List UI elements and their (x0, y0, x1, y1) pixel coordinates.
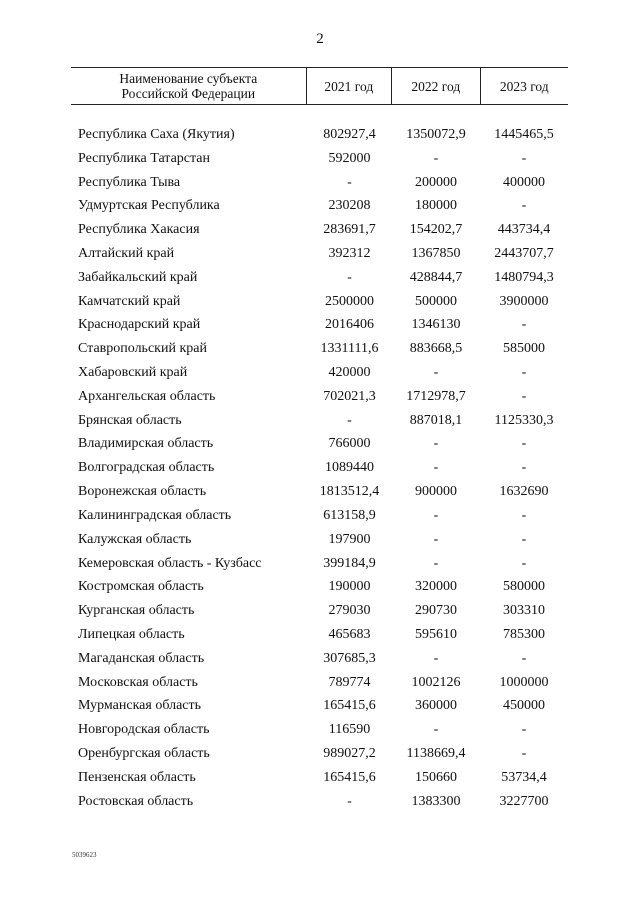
value-2023-cell: 785300 (503, 626, 545, 642)
value-2022-cell: - (433, 365, 439, 381)
table-body (71, 123, 568, 814)
value-2021-cell: 613158,9 (323, 507, 376, 523)
region-name-cell: Калужская область (78, 531, 192, 547)
table-row (71, 409, 568, 433)
value-2023-cell: 303310 (503, 603, 545, 619)
value-2023-cell: 1445465,5 (494, 126, 554, 142)
value-2023-cell: - (521, 746, 527, 762)
value-2021-cell: 230208 (328, 198, 371, 214)
value-2021-cell: 197900 (328, 531, 371, 547)
document-code: 5039623 (72, 851, 97, 859)
table-row (71, 433, 568, 457)
value-2022-cell: 1350072,9 (406, 126, 466, 142)
region-name-cell: Ростовская область (78, 793, 194, 809)
value-2021-cell: 1331111,6 (320, 341, 379, 357)
value-2021-cell: 592000 (328, 150, 371, 166)
value-2023-cell: 1480794,3 (494, 269, 554, 285)
value-2023-cell: 400000 (503, 174, 545, 190)
table-header (71, 67, 568, 105)
value-2021-cell: 789774 (328, 674, 371, 690)
value-2021-cell: 2500000 (325, 293, 374, 309)
funding-table (71, 67, 568, 814)
value-2023-cell: - (521, 150, 527, 166)
region-name-cell: Владимирская область (78, 436, 214, 452)
value-2023-cell: 2443707,7 (494, 245, 554, 261)
value-2023-cell: 53734,4 (501, 769, 547, 785)
table-row (71, 647, 568, 671)
table-row (71, 242, 568, 266)
value-2021-cell: 802927,4 (323, 126, 376, 142)
region-name-cell: Камчатский край (78, 293, 181, 309)
region-name-cell: Ставропольский край (78, 341, 207, 357)
value-2021-cell: 190000 (328, 579, 371, 595)
table-row (71, 194, 568, 218)
value-2023-cell: - (521, 198, 527, 214)
value-2023-cell: - (521, 650, 527, 666)
value-2023-cell: - (521, 365, 527, 381)
value-2023-cell: 1125330,3 (494, 412, 554, 428)
value-2022-cell: 1367850 (411, 245, 461, 261)
value-2023-cell: 3900000 (499, 293, 549, 309)
value-2021-cell: 307685,3 (323, 650, 376, 666)
value-2021-cell: - (347, 793, 352, 809)
region-name-cell: Архангельская область (78, 388, 216, 404)
region-name-cell: Курганская область (78, 603, 195, 619)
table-row (71, 790, 568, 814)
table-row (71, 218, 568, 242)
table-row (71, 575, 568, 599)
region-name-cell: Забайкальский край (78, 269, 198, 285)
region-name-cell: Республика Татарстан (78, 150, 211, 166)
value-2022-cell: 900000 (415, 484, 457, 500)
value-2021-cell: 279030 (328, 603, 371, 619)
region-name-cell: Брянская область (78, 412, 182, 428)
table-row (71, 385, 568, 409)
value-2021-cell: - (347, 412, 352, 428)
region-name-cell: Мурманская область (78, 698, 202, 714)
region-name-cell: Волгоградская область (78, 460, 215, 476)
value-2023-cell: 1632690 (499, 484, 549, 500)
region-name-cell: Новгородская область (78, 722, 210, 738)
value-2021-cell: 165415,6 (323, 698, 376, 714)
value-2021-cell: 989027,2 (323, 746, 376, 762)
value-2022-cell: - (433, 507, 439, 523)
region-name-cell: Калининградская область (78, 507, 232, 523)
value-2021-cell: 116590 (328, 722, 371, 738)
value-2022-cell: - (433, 460, 439, 476)
value-2023-cell: - (521, 460, 527, 476)
value-2022-cell: - (433, 436, 439, 452)
table-row (71, 123, 568, 147)
header-year-2022: 2022 год (391, 68, 479, 104)
value-2021-cell: 702021,3 (323, 388, 376, 404)
value-2021-cell: 1813512,4 (319, 484, 380, 500)
value-2022-cell: 887018,1 (409, 412, 463, 428)
value-2021-cell: - (347, 269, 352, 285)
table-row (71, 480, 568, 504)
value-2023-cell: 580000 (503, 579, 545, 595)
value-2023-cell: - (521, 436, 527, 452)
region-name-cell: Пензенская область (78, 769, 196, 785)
value-2022-cell: - (433, 150, 439, 166)
region-name-cell: Алтайский край (78, 245, 175, 261)
table-row (71, 361, 568, 385)
value-2022-cell: 154202,7 (409, 222, 463, 238)
table-row (71, 147, 568, 171)
region-name-cell: Кемеровская область - Кузбасс (78, 555, 262, 571)
value-2021-cell: 283691,7 (323, 222, 376, 238)
value-2022-cell: 360000 (415, 698, 457, 714)
value-2022-cell: 595610 (415, 626, 457, 642)
table-row (71, 671, 568, 695)
region-name-cell: Хабаровский край (78, 365, 188, 381)
value-2022-cell: 150660 (415, 769, 457, 785)
value-2023-cell: 1000000 (499, 674, 549, 690)
value-2023-cell: - (521, 507, 527, 523)
value-2022-cell: 200000 (415, 174, 457, 190)
region-name-cell: Республика Хакасия (78, 222, 200, 238)
region-name-cell: Удмуртская Республика (78, 198, 220, 214)
value-2022-cell: 1138669,4 (406, 746, 466, 762)
value-2021-cell: 465683 (328, 626, 371, 642)
table-row (71, 290, 568, 314)
value-2022-cell: 290730 (415, 603, 457, 619)
value-2023-cell: 3227700 (499, 793, 549, 809)
table-row (71, 171, 568, 195)
value-2023-cell: - (521, 388, 527, 404)
value-2023-cell: - (521, 531, 527, 547)
value-2022-cell: - (433, 650, 439, 666)
table-row (71, 695, 568, 719)
value-2021-cell: 165415,6 (323, 769, 376, 785)
value-2021-cell: 392312 (328, 245, 371, 261)
table-row (71, 718, 568, 742)
value-2022-cell: 883668,5 (409, 341, 463, 357)
page-number: 2 (316, 31, 324, 47)
table-row (71, 742, 568, 766)
region-name-cell: Республика Саха (Якутия) (78, 126, 235, 142)
value-2022-cell: - (433, 531, 439, 547)
table-row (71, 552, 568, 576)
value-2022-cell: 1002126 (411, 674, 461, 690)
value-2021-cell: 399184,9 (323, 555, 376, 571)
value-2022-cell: 1712978,7 (406, 388, 466, 404)
value-2023-cell: - (521, 555, 527, 571)
region-name-cell: Магаданская область (78, 650, 205, 666)
value-2023-cell: - (521, 722, 527, 738)
table-row (71, 766, 568, 790)
value-2021-cell: 766000 (328, 436, 371, 452)
value-2022-cell: 500000 (415, 293, 457, 309)
value-2022-cell: 180000 (415, 198, 457, 214)
value-2021-cell: 2016406 (325, 317, 374, 333)
table-row (71, 599, 568, 623)
value-2021-cell: 1089440 (325, 460, 374, 476)
table-row (71, 504, 568, 528)
header-year-2021: 2021 год (306, 68, 391, 104)
header-name-line1: Наименование субъекта (119, 71, 258, 86)
value-2022-cell: 1383300 (411, 793, 461, 809)
region-name-cell: Оренбургская область (78, 746, 210, 762)
value-2022-cell: 1346130 (411, 317, 461, 333)
header-year-2023: 2023 год (480, 68, 568, 104)
table-row (71, 266, 568, 290)
table-row (71, 456, 568, 480)
table-row (71, 314, 568, 338)
value-2022-cell: - (433, 722, 439, 738)
header-region-name (71, 68, 306, 104)
value-2022-cell: 320000 (415, 579, 457, 595)
header-name-line2: Российской Федерации (121, 86, 256, 101)
table-row (71, 623, 568, 647)
value-2021-cell: - (347, 174, 352, 190)
value-2022-cell: - (433, 555, 439, 571)
value-2023-cell: 585000 (503, 341, 545, 357)
region-name-cell: Липецкая область (78, 626, 185, 642)
region-name-cell: Московская область (78, 674, 198, 690)
region-name-cell: Костромская область (78, 579, 204, 595)
region-name-cell: Воронежская область (78, 484, 207, 500)
table-row (71, 337, 568, 361)
value-2021-cell: 420000 (328, 365, 371, 381)
region-name-cell: Республика Тыва (78, 174, 181, 190)
value-2023-cell: - (521, 317, 527, 333)
region-name-cell: Краснодарский край (78, 317, 201, 333)
value-2023-cell: 450000 (503, 698, 545, 714)
table-row (71, 528, 568, 552)
value-2023-cell: 443734,4 (497, 222, 551, 238)
value-2022-cell: 428844,7 (409, 269, 463, 285)
